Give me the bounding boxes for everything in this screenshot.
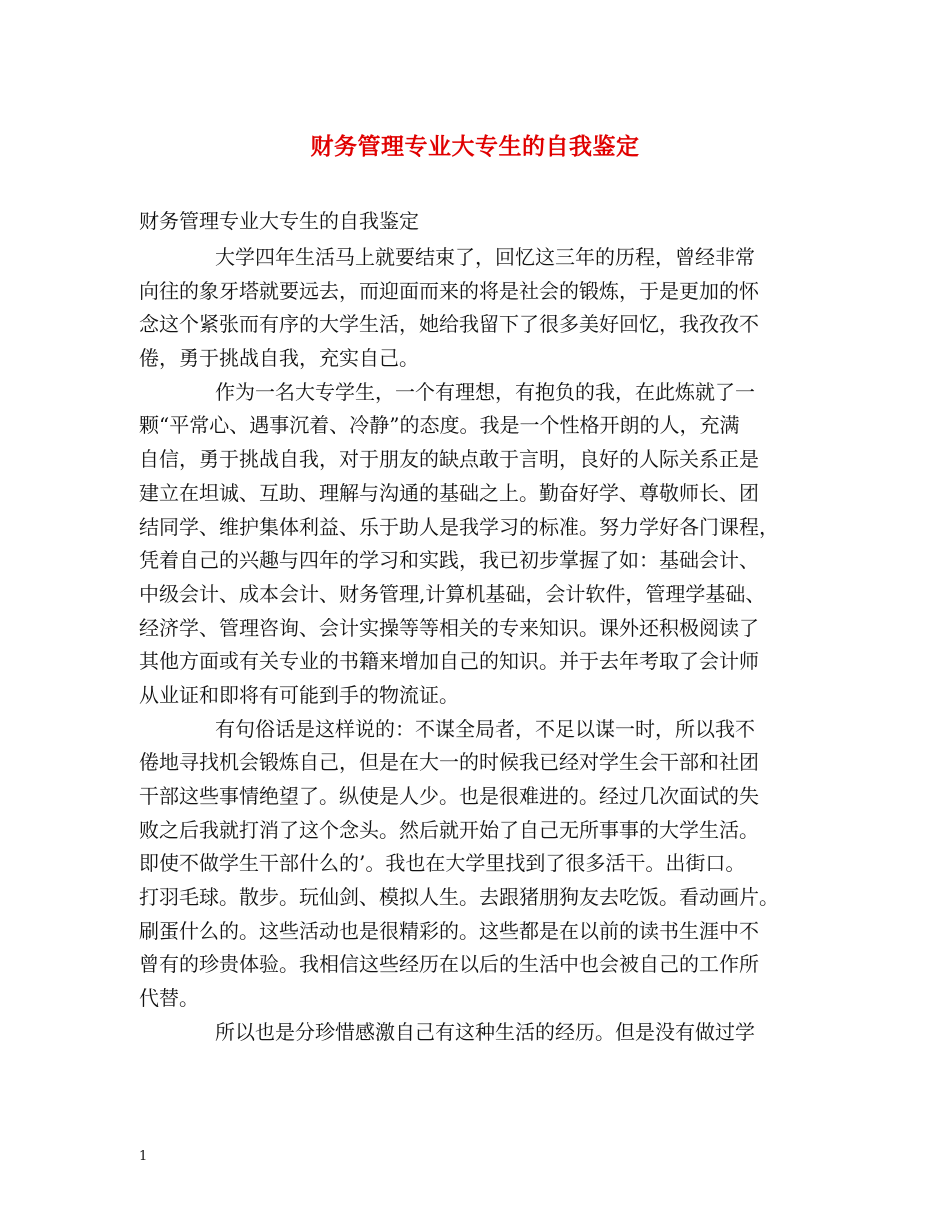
body-line: 即使不做学生干部什么的’。我也在大学里找到了很多活干。出街口。 — [139, 851, 746, 876]
body-line: 建立在坦诚、互助、理解与沟通的基础之上。勤奋好学、尊敬师长、团 — [139, 480, 759, 505]
body-line: 其他方面或有关专业的书籍来增加自己的知识。并于去年考取了会计师 — [139, 649, 759, 674]
body-line: 所以也是分珍惜感激自己有这种生活的经历。但是没有做过学 — [215, 1019, 755, 1044]
body-line: 打羽毛球。散步。玩仙剑、模拟人生。去跟猪朋狗友去吃饭。看动画片。 — [139, 885, 779, 910]
body-line: 大学四年生活马上就要结束了，回忆这三年的历程，曾经非常 — [215, 245, 755, 269]
body-line: 刷蛋什么的。这些活动也是很精彩的。这些都是在以前的读书生涯中不 — [139, 918, 759, 943]
body-line: 曾有的珍贵体验。我相信这些经历在以后的生活中也会被自己的工作所 — [139, 952, 759, 977]
document-title: 财务管理专业大专生的自我鉴定 — [310, 134, 640, 160]
body-line: 念这个紧张而有序的大学生活，她给我留下了很多美好回忆，我孜孜不 — [139, 312, 759, 337]
body-line: 结同学、维护集体利益、乐于助人是我学习的标准。努力学好各门课程， — [139, 514, 779, 539]
document-subtitle: 财务管理专业大专生的自我鉴定 — [139, 209, 419, 233]
body-line: 颗“平常心、遇事沉着、冷静”的态度。我是一个性格开朗的人，充满 — [139, 413, 740, 438]
body-line: 自信，勇于挑战自我，对于朋友的缺点敢于言明，良好的人际关系正是 — [139, 447, 759, 472]
body-line: 倦地寻找机会锻炼自己，但是在大一的时候我已经对学生会干部和社团 — [139, 750, 759, 775]
body-line: 中级会计、成本会计、财务管理,计算机基础，会计软件，管理学基础、 — [139, 581, 766, 606]
body-line: 败之后我就打消了这个念头。然后就开始了自己无所事事的大学生活。 — [139, 817, 759, 842]
body-line: 向往的象牙塔就要远去，而迎面而来的将是社会的锻炼，于是更加的怀 — [139, 278, 759, 303]
document-body — [139, 241, 829, 1050]
body-line: 凭着自己的兴趣与四年的学习和实践，我已初步掌握了如：基础会计、 — [139, 548, 759, 573]
body-line: 作为一名大专学生，一个有理想，有抱负的我，在此炼就了一 — [215, 379, 755, 404]
body-line: 从业证和即将有可能到手的物流证。 — [139, 682, 459, 707]
body-line: 干部这些事情绝望了。纵使是人少。也是很难进的。经过几次面试的失 — [139, 784, 759, 808]
body-line: 代替。 — [139, 986, 199, 1011]
body-line: 有句俗话是这样说的：不谋全局者，不足以谋一时，所以我不 — [215, 716, 755, 741]
page-number: 1 — [139, 1149, 148, 1164]
body-line: 经济学、管理咨询、会计实操等等相关的专来知识。课外还积极阅读了 — [139, 615, 759, 640]
body-line: 倦，勇于挑战自我，充实自己。 — [139, 346, 419, 371]
